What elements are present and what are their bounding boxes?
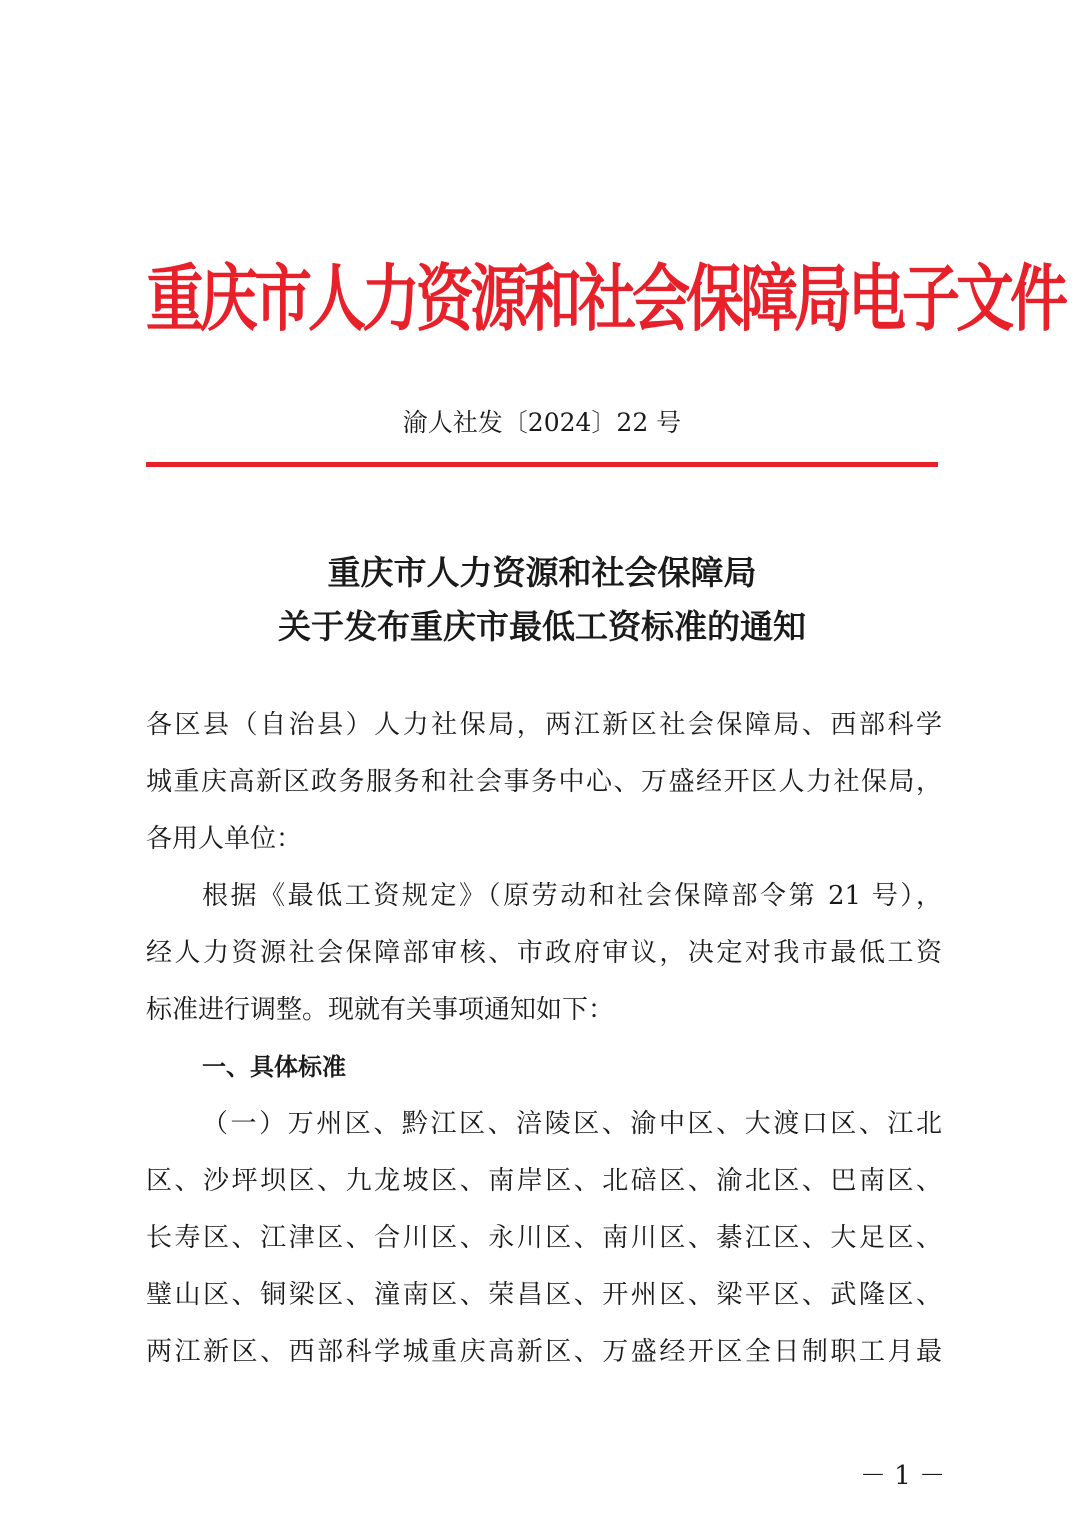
section-heading-specific-standards: 一、具体标准 <box>202 1053 346 1081</box>
notice-body <box>146 697 942 1381</box>
masthead-title: 重庆市人力资源和社会保障局电子文件 <box>146 256 1065 342</box>
body-line-basis-3: 标准进行调整。现就有关事项通知如下： <box>146 995 615 1025</box>
body-line-recipients-2: 城重庆高新区政务服务和社会事务中心、万盛经开区人力社保局， <box>146 767 942 797</box>
body-line-districts-3: 长寿区、江津区、合川区、永川区、南川区、綦江区、大足区、 <box>146 1223 942 1253</box>
body-line-districts-2: 区、沙坪坝区、九龙坡区、南岸区、北碚区、渝北区、巴南区、 <box>146 1166 942 1196</box>
body-line-districts-1: （一）万州区、黔江区、涪陵区、渝中区、大渡口区、江北 <box>202 1109 942 1139</box>
body-line-districts-4: 璧山区、铜梁区、潼南区、荣昌区、开州区、梁平区、武隆区、 <box>146 1280 942 1310</box>
body-line-districts-5: 两江新区、西部科学城重庆高新区、万盛经开区全日制职工月最 <box>146 1337 942 1367</box>
body-line-basis-2: 经人力资源社会保障部审核、市政府审议，决定对我市最低工资 <box>146 938 942 968</box>
notice-title <box>146 546 938 654</box>
document-number: 渝人社发〔2024〕22 号 <box>402 408 682 437</box>
body-line-basis-1: 根据《最低工资规定》（原劳动和社会保障部令第 21 号）， <box>202 881 942 911</box>
notice-title-line-1: 重庆市人力资源和社会保障局 <box>327 553 757 592</box>
notice-title-line-2: 关于发布重庆市最低工资标准的通知 <box>278 607 806 646</box>
red-divider <box>146 462 938 467</box>
body-line-recipients-1: 各区县（自治县）人力社保局，两江新区社会保障局、西部科学 <box>146 710 942 740</box>
body-line-recipients-3: 各用人单位： <box>146 824 303 854</box>
page-number: － 1 － <box>860 1461 946 1491</box>
